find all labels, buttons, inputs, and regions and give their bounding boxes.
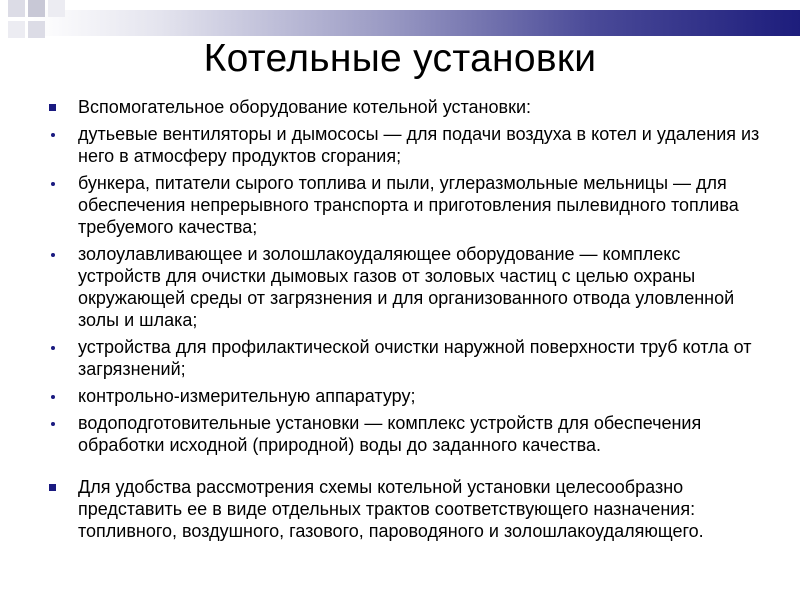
header-gradient-band — [0, 10, 800, 36]
dot-bullet-icon — [46, 336, 60, 358]
bullet-text: устройства для профилактической очистки наружной поверхности труб котла от загрязнений; — [78, 337, 752, 379]
square-bullet-icon — [46, 96, 60, 118]
bullet-item — [44, 172, 764, 238]
bullet-item — [44, 336, 764, 380]
bullet-text: контрольно-измерительную аппаратуру; — [78, 386, 416, 406]
dot-bullet-icon — [46, 385, 60, 407]
decorative-square — [48, 0, 65, 17]
square-bullet-icon — [46, 476, 60, 498]
bullet-item — [44, 123, 764, 167]
bullet-text: дутьевые вентиляторы и дымососы — для подачи воздуха в котел и удаления из него в атмосферу продуктов сгорания; — [78, 124, 760, 166]
bullet-item — [44, 385, 764, 407]
bullet-text: водоподготовительные установки — комплекс устройств для обеспечения обработки исходной (природной) воды до заданного качества. — [78, 413, 702, 455]
slide-content — [44, 96, 764, 547]
dot-bullet-icon — [46, 123, 60, 145]
bullet-text: Вспомогательное оборудование котельной установки: — [78, 97, 531, 117]
bullet-text: бункера, питатели сырого топлива и пыли, углеразмольные мельницы — для обеспечения непрерывного транспорта и приготовления пылевидного топлива требуемого качества; — [78, 173, 739, 237]
dot-bullet-icon — [46, 172, 60, 194]
bullet-item — [44, 243, 764, 331]
slide-title: Котельные установки — [203, 37, 597, 80]
bullet-list — [44, 96, 764, 542]
bullet-item — [44, 476, 764, 542]
bullet-text: Для удобства рассмотрения схемы котельной установки целесообразно представить ее в виде отдельных трактов соответствующего назначения: топливного, воздушного, газового, пароводяного и золошлакоудаляющего. — [78, 477, 704, 541]
decorative-square — [8, 0, 25, 17]
dot-bullet-icon — [46, 412, 60, 434]
bullet-text: золоулавливающее и золошлакоудаляющее оборудование — комплекс устройств для очистки дымовых газов от золовых частиц с целью охраны окружающей среды от загрязнения и для организованного отвода уловленной золы и шлака; — [78, 244, 735, 330]
bullet-item — [44, 96, 764, 118]
bullet-item — [44, 412, 764, 456]
dot-bullet-icon — [46, 243, 60, 265]
decorative-square — [28, 0, 45, 17]
